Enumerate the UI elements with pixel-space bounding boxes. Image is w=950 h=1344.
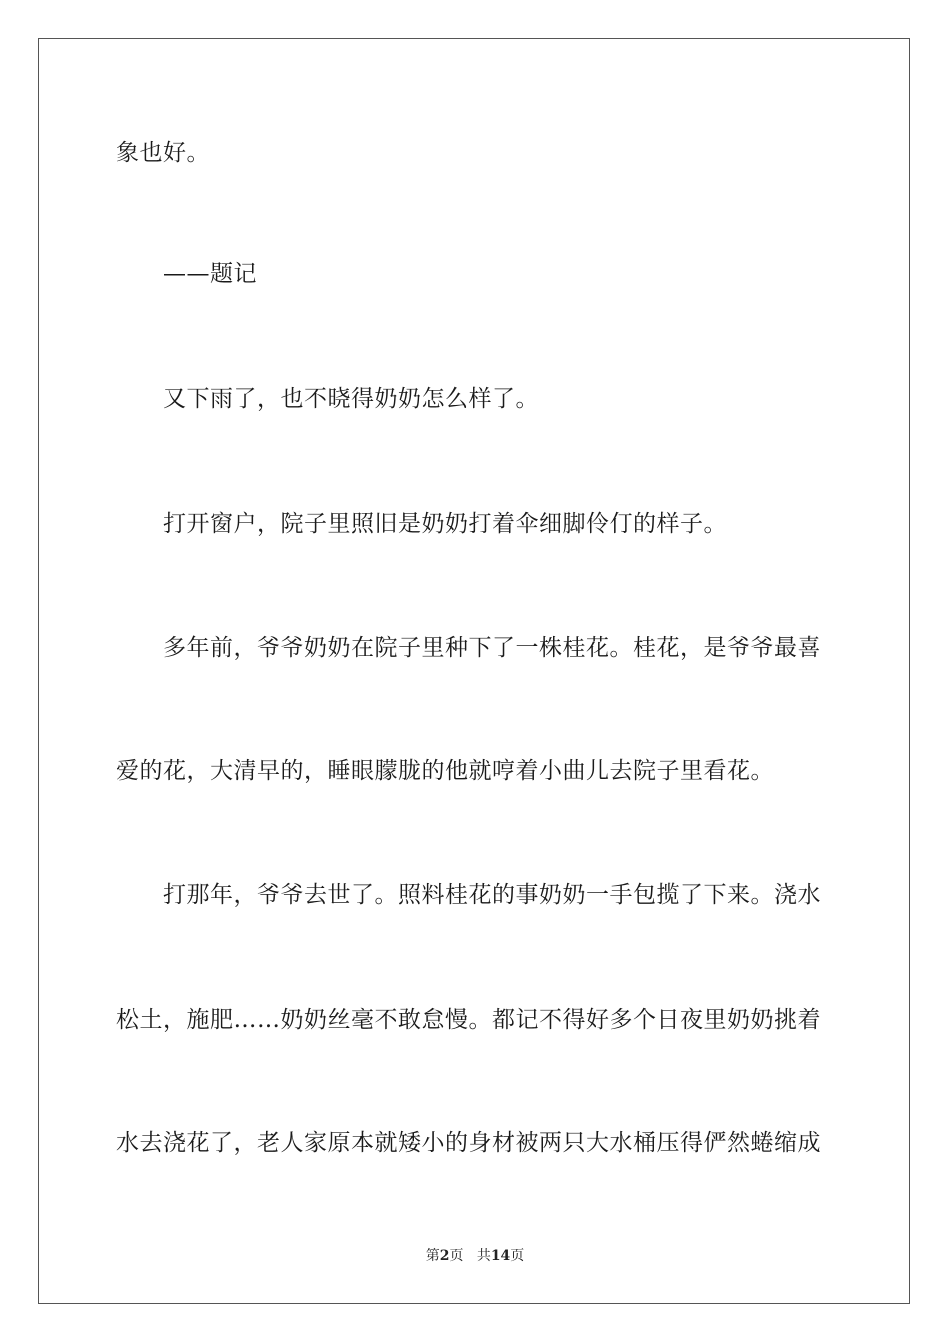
page-footer (0, 1246, 950, 1266)
paragraph-line: 水去浇花了，老人家原本就矮小的身材被两只大水桶压得俨然蜷缩成 (116, 1130, 821, 1156)
paragraph-line: 松土，施肥……奶奶丝毫不敢怠慢。都记不得好多个日夜里奶奶挑着 (116, 1007, 821, 1033)
paragraph-line: 又下雨了，也不晓得奶奶怎么样了。 (163, 386, 539, 412)
page-label-suffix: 页 (449, 1248, 464, 1264)
epigraph-attribution: ——题记 (163, 261, 257, 287)
page-label-prefix: 第 (425, 1248, 440, 1264)
paragraph-line-continuation: 象也好。 (116, 140, 210, 166)
paragraph-line: 打开窗户，院子里照旧是奶奶打着伞细脚伶仃的样子。 (163, 511, 727, 537)
total-label-suffix: 页 (510, 1248, 525, 1264)
paragraph-line: 打那年，爷爷去世了。照料桂花的事奶奶一手包揽了下来。浇水 (163, 882, 821, 908)
paragraph-line: 多年前，爷爷奶奶在院子里种下了一株桂花。桂花，是爷爷最喜 (163, 635, 821, 661)
page-border (38, 38, 910, 1304)
paragraph-line: 爱的花，大清早的，睡眼朦胧的他就哼着小曲儿去院子里看花。 (116, 758, 774, 784)
page-number: 2 (439, 1248, 450, 1264)
total-label-prefix: 共 (476, 1248, 491, 1264)
total-pages: 14 (490, 1248, 511, 1264)
